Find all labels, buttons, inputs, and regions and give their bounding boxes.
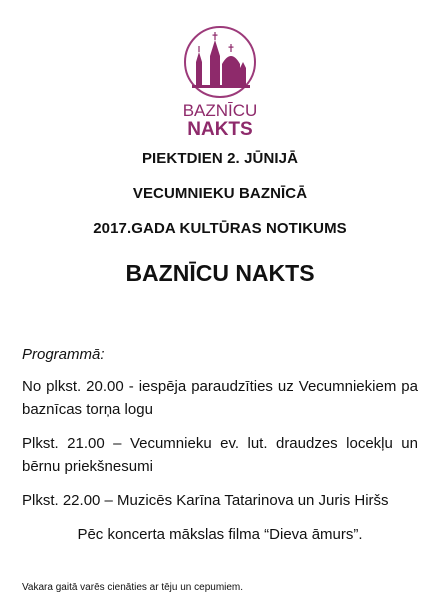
bazncu-nakts-logo: [170, 22, 270, 140]
church-logo-icon: [170, 22, 270, 140]
page-title: BAZNĪCU NAKTS: [125, 260, 315, 286]
event-place: VECUMNIEKU BAZNĪCĀ: [132, 185, 308, 202]
film-announcement: Pēc koncerta mākslas filma “Dieva āmurs”.: [77, 526, 363, 543]
footer-note: Vakara gaitā varēs cienāties ar tēju un cepumiem.: [22, 582, 244, 593]
program-item: No plkst. 20.00 - iespēja paraudzīties uz Vecumniekiem pa baznīcas torņa logu: [22, 378, 418, 418]
program-item: Plkst. 21.00 – Vecumnieku ev. lut. draudzes locekļu un bērnu priekšnesumi: [22, 435, 418, 475]
logo-text-line2: NAKTS: [187, 119, 253, 140]
logo-text-line1: BAZNĪCU: [182, 101, 258, 120]
event-name: 2017.GADA KULTŪRAS NOTIKUMS: [93, 220, 347, 237]
program-item: Plkst. 22.00 – Muzicēs Karīna Tatarinova un Juris Hiršs: [22, 492, 389, 509]
event-date: PIEKTDIEN 2. JŪNIJĀ: [141, 150, 299, 167]
program-heading: Programmā:: [22, 346, 105, 363]
